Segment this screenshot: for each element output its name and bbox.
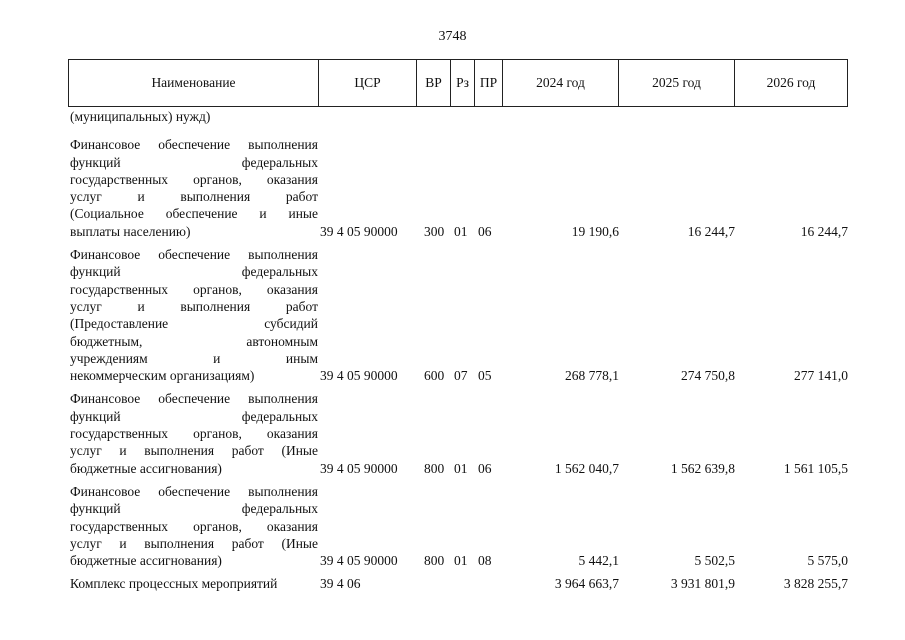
row-name-line: функций федеральных — [70, 264, 318, 280]
row-vr: 300 — [424, 223, 445, 239]
row-name-line: государственных органов, оказания — [70, 426, 318, 442]
row-name-line: государственных органов, оказания — [70, 171, 318, 187]
row-pr: 06 — [478, 223, 492, 239]
header-2024: 2024 год — [503, 60, 619, 106]
row-2026: 3 828 255,7 — [783, 576, 848, 592]
row-2025: 1 562 639,8 — [670, 460, 735, 476]
row-name-line: услуг и выполнения работ (Иные — [70, 443, 318, 459]
row-name-line: Финансовое обеспечение выполнения — [70, 483, 318, 499]
table-row — [68, 483, 848, 569]
row-2026: 277 141,0 — [794, 368, 848, 384]
row-pr: 06 — [478, 460, 492, 476]
row-name-line: функций федеральных — [70, 501, 318, 517]
header-pr: ПР — [475, 60, 503, 106]
table-row — [68, 390, 848, 476]
row-name-line: услуг и выполнения работ (Иные — [70, 535, 318, 551]
row-name-line: бюджетные ассигнования) — [70, 553, 222, 569]
row-rz: 01 — [454, 553, 468, 569]
row-csr: 39 4 06 — [320, 576, 361, 592]
table-row — [68, 246, 848, 384]
row-name-line: функций федеральных — [70, 408, 318, 424]
row-rz: 07 — [454, 368, 468, 384]
row-name — [68, 108, 318, 125]
header-csr: ЦСР — [319, 60, 417, 106]
row-vr: 800 — [424, 460, 445, 476]
row-name-line: (Социальное обеспечение и иные — [70, 206, 318, 222]
row-2025: 274 750,8 — [681, 368, 735, 384]
table-header — [68, 59, 848, 107]
row-name-line: Финансовое обеспечение выполнения — [70, 247, 318, 263]
row-2024: 19 190,6 — [571, 223, 619, 239]
row-name-line: бюджетным, автономным — [70, 333, 318, 349]
row-name-line: Финансовое обеспечение выполнения — [70, 137, 318, 153]
row-name-line: (Предоставление субсидий — [70, 316, 318, 332]
row-name-line: государственных органов, оказания — [70, 518, 318, 534]
table-row — [68, 108, 848, 125]
row-2024: 1 562 040,7 — [554, 460, 619, 476]
header-2025: 2025 год — [619, 60, 735, 106]
row-2025: 16 244,7 — [687, 223, 735, 239]
row-csr: 39 4 05 90000 — [320, 553, 398, 569]
row-name-line: Комплекс процессных мероприятий — [70, 576, 278, 592]
row-name-line: некоммерческим организациям) — [70, 368, 255, 384]
row-csr: 39 4 05 90000 — [320, 368, 398, 384]
page-number: 3748 — [438, 29, 467, 44]
row-name — [68, 246, 318, 384]
row-2024: 3 964 663,7 — [554, 576, 619, 592]
row-name-line: государственных органов, оказания — [70, 281, 318, 297]
row-vr: 800 — [424, 553, 445, 569]
row-name-line: Финансовое обеспечение выполнения — [70, 391, 318, 407]
row-rz: 01 — [454, 460, 468, 476]
row-2026: 1 561 105,5 — [783, 460, 848, 476]
header-rz: Рз — [451, 60, 475, 106]
row-csr: 39 4 05 90000 — [320, 223, 398, 239]
row-name-line: функций федеральных — [70, 154, 318, 170]
row-rz: 01 — [454, 223, 468, 239]
row-2026: 16 244,7 — [800, 223, 848, 239]
row-name — [68, 575, 318, 592]
row-2024: 5 442,1 — [578, 553, 619, 569]
row-name-line: услуг и выполнения работ — [70, 189, 318, 205]
row-name — [68, 390, 318, 476]
table-row — [68, 575, 848, 592]
row-name — [68, 136, 318, 240]
row-name-line: выплаты населению) — [70, 223, 191, 239]
row-2025: 3 931 801,9 — [670, 576, 735, 592]
table-row — [68, 136, 848, 240]
row-name-line: (муниципальных) нужд) — [70, 109, 211, 124]
row-name-line: бюджетные ассигнования) — [70, 460, 222, 476]
row-name-line: учреждениям и иным — [70, 350, 318, 366]
row-pr: 05 — [478, 368, 492, 384]
header-2026: 2026 год — [766, 75, 816, 90]
row-2024: 268 778,1 — [565, 368, 619, 384]
row-name-line: услуг и выполнения работ — [70, 298, 318, 314]
row-vr: 600 — [424, 368, 445, 384]
row-csr: 39 4 05 90000 — [320, 460, 398, 476]
row-pr: 08 — [478, 553, 492, 569]
row-2025: 5 502,5 — [694, 553, 735, 569]
table-body — [68, 108, 848, 593]
header-name: Наименование — [69, 60, 319, 106]
header-vr: ВР — [417, 60, 451, 106]
row-2026: 5 575,0 — [807, 553, 848, 569]
row-name — [68, 483, 318, 569]
